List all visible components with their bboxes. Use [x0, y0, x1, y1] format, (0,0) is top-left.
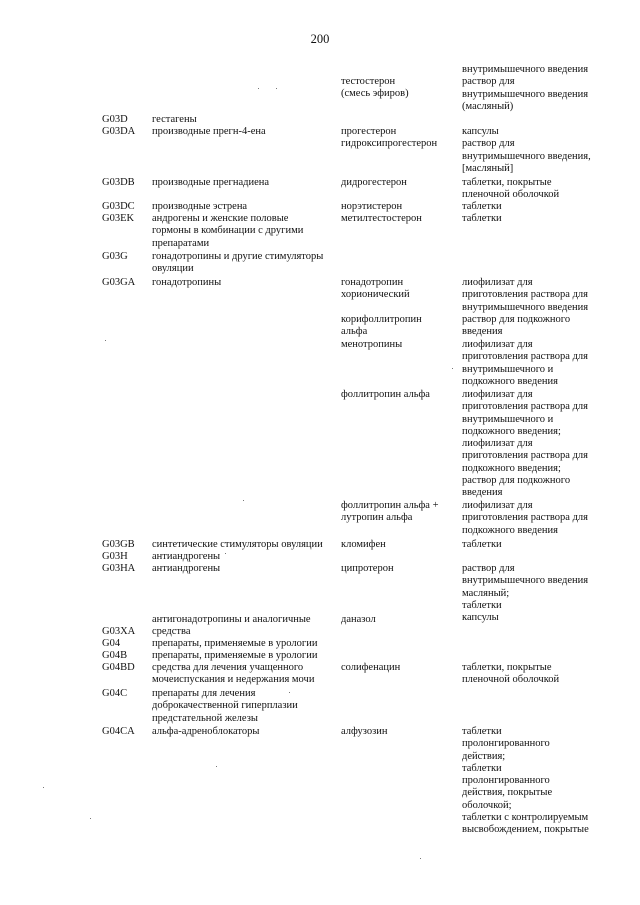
scan-speck	[225, 553, 226, 554]
drug-name: ципротерон	[341, 563, 394, 574]
group-name: препараты для лечения доброкачественной гиперплазии предстательной железы	[152, 688, 298, 724]
atc-code: G03G	[102, 251, 128, 262]
dosage-form: таблетки пролонгированного действия; таблетки пролонгированного действия, покрытые оболочкой; таблетки с контролируемым высвобождением, покрытые	[462, 726, 589, 836]
group-name: средства для лечения учащенного мочеиспускания и недержания мочи	[152, 662, 315, 686]
atc-code: G03GB	[102, 539, 135, 550]
atc-code: G03DA	[102, 126, 136, 137]
atc-code: G03HA	[102, 563, 136, 574]
drug-name: тестостерон (смесь эфиров)	[341, 76, 409, 100]
scan-speck	[276, 88, 277, 89]
group-name: гестагены	[152, 114, 197, 125]
atc-code: G03DB	[102, 177, 135, 188]
drug-name: дидрогестерон	[341, 177, 407, 188]
scan-speck	[258, 88, 259, 89]
scan-speck	[452, 368, 453, 369]
dosage-form: внутримышечного введения раствор для внутримышечного введения (масляный)	[462, 64, 589, 112]
group-name: антиандрогены	[152, 551, 221, 562]
scan-speck	[216, 766, 217, 767]
atc-code: G04CA	[102, 726, 135, 737]
drug-name: метилтестостерон	[341, 213, 422, 224]
atc-code: G03EK	[102, 213, 135, 224]
scan-speck	[43, 787, 44, 788]
dosage-form: лиофилизат для приготовления раствора для подкожного введения	[462, 500, 588, 536]
scan-speck	[420, 858, 421, 859]
group-name: средства	[152, 626, 191, 637]
group-name: препараты, применяемые в урологии	[152, 638, 318, 649]
scan-speck	[105, 340, 106, 341]
atc-code: G04	[102, 638, 121, 649]
dosage-form: раствор для внутримышечного введения масляный; таблетки	[462, 563, 589, 611]
group-name: производные прегн-4-ена	[152, 126, 266, 137]
drug-name: норэтистерон	[341, 201, 403, 212]
group-name: антиандрогены	[152, 563, 221, 574]
dosage-form: капсулы	[462, 612, 499, 623]
atc-code: G03XA	[102, 626, 136, 637]
drug-name: фоллитропин альфа	[341, 389, 430, 400]
dosage-form: таблетки, покрытые пленочной оболочкой	[462, 662, 560, 686]
atc-code: G03DC	[102, 201, 135, 212]
atc-code: G03GA	[102, 277, 136, 288]
atc-code: G03H	[102, 551, 128, 562]
group-name: гонадотропины	[152, 277, 222, 288]
drug-name: менотропины	[341, 339, 403, 350]
dosage-form: раствор для подкожного введения	[462, 314, 571, 338]
page-number: 200	[310, 32, 330, 46]
group-name: синтетические стимуляторы овуляции	[152, 539, 323, 550]
dosage-form: лиофилизат для приготовления раствора для внутримышечного введения	[462, 277, 589, 313]
drug-name: гонадотропин хорионический	[341, 277, 410, 301]
drug-name: солифенацин	[341, 662, 401, 673]
group-name: производные прегнадиена	[152, 177, 270, 188]
group-name: производные эстрена	[152, 201, 248, 212]
dosage-form: лиофилизат для приготовления раствора для внутримышечного и подкожного введения; лиофилизат для приготовления раствора для подкожного введения; раствор для подкожного введения	[462, 389, 588, 499]
dosage-form: таблетки	[462, 539, 502, 550]
atc-code: G04B	[102, 650, 128, 661]
atc-code: G04C	[102, 688, 128, 699]
atc-code: G03D	[102, 114, 128, 125]
drug-name: корифоллитропин альфа	[341, 314, 422, 338]
drug-name: даназол	[341, 614, 376, 625]
dosage-form: таблетки	[462, 201, 502, 212]
atc-code: G04BD	[102, 662, 135, 673]
group-name: антигонадотропины и аналогичные	[152, 614, 311, 625]
group-name: андрогены и женские половые гормоны в комбинации с другими препаратами	[152, 213, 304, 249]
group-name: альфа-адреноблокаторы	[152, 726, 260, 737]
dosage-form: лиофилизат для приготовления раствора для внутримышечного и подкожного введения	[462, 339, 588, 387]
drug-name: прогестерон гидроксипрогестерон	[341, 126, 438, 150]
drug-name: фоллитропин альфа + лутропин альфа	[341, 500, 439, 524]
scan-speck	[90, 818, 91, 819]
drug-name: алфузозин	[341, 726, 388, 737]
scan-speck	[289, 692, 290, 693]
group-name: препараты, применяемые в урологии	[152, 650, 318, 661]
drug-name: кломифен	[341, 539, 386, 550]
dosage-form: таблетки, покрытые пленочной оболочкой	[462, 177, 560, 201]
dosage-form: капсулы раствор для внутримышечного введения, [масляный]	[462, 126, 591, 174]
group-name: гонадотропины и другие стимуляторы овуляции	[152, 251, 324, 275]
scan-speck	[243, 500, 244, 501]
dosage-form: таблетки	[462, 213, 502, 224]
